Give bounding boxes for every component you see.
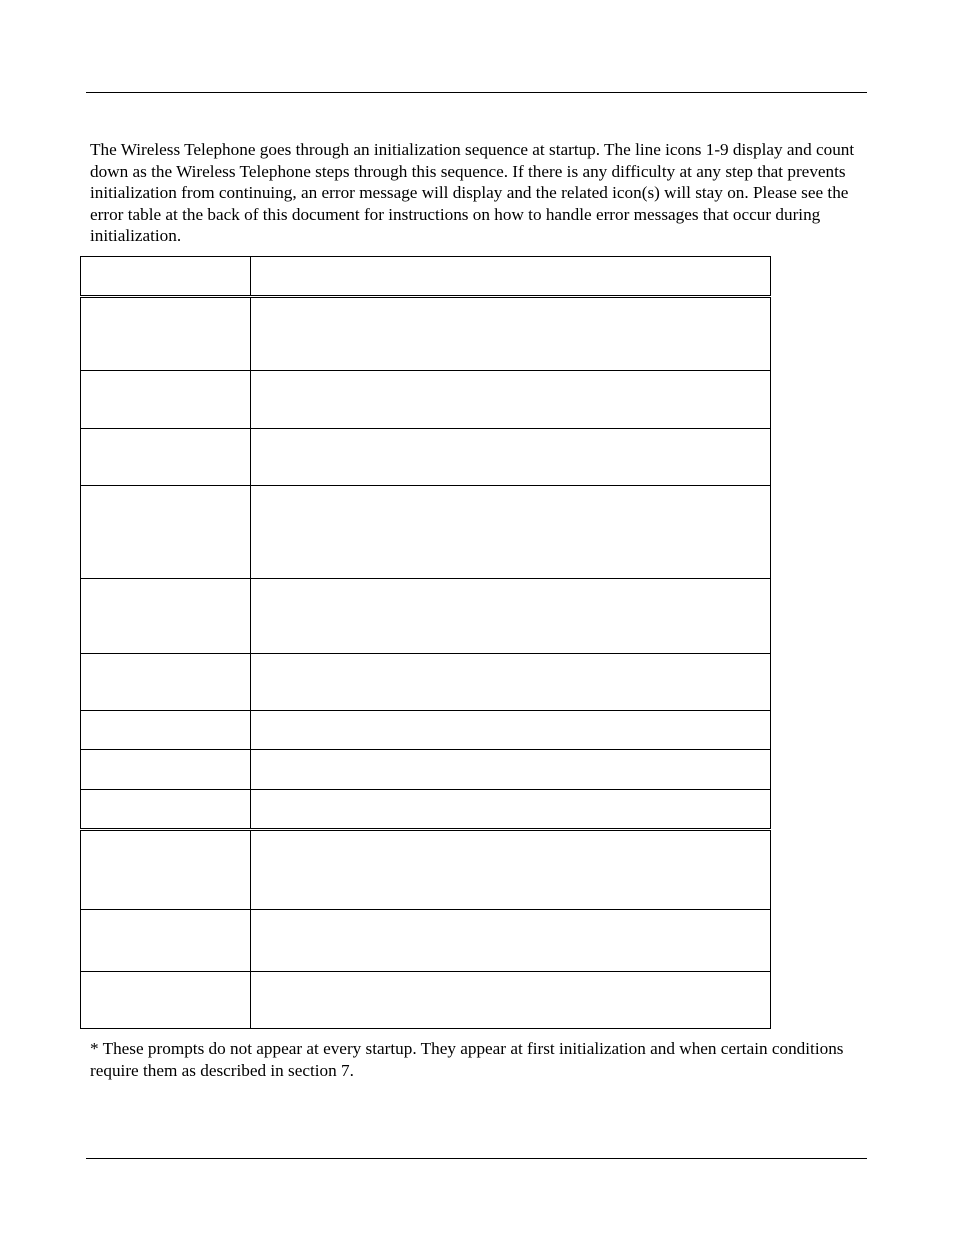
table-row [81, 910, 771, 972]
table-header-cell [81, 257, 251, 297]
table-cell [81, 371, 251, 429]
header-rule [86, 92, 867, 93]
table-cell [251, 297, 771, 371]
table-row [81, 750, 771, 790]
table-cell [251, 972, 771, 1029]
table-cell [81, 972, 251, 1029]
table-header-row [81, 257, 771, 297]
footnote: * These prompts do not appear at every startup. They appear at first initialization and when certain conditions require them as described in section 7. [90, 1039, 844, 1080]
table-row [81, 790, 771, 830]
table-cell [81, 790, 251, 830]
table-cell [81, 750, 251, 790]
table-header-cell [251, 257, 771, 297]
table-row [81, 297, 771, 371]
table-cell [251, 711, 771, 750]
table-cell [81, 711, 251, 750]
table-cell [251, 910, 771, 972]
table-cell [251, 830, 771, 910]
table-cell [81, 486, 251, 579]
intro-paragraph: The Wireless Telephone goes through an initialization sequence at startup. The line icons 1-9 display and count down as the Wireless Telephone steps through this sequence. If there is any difficulty at any step that prevents initialization from continuing, an error message will display and the related icon(s) will stay on. Please see the error table at the back of this document for instructions on how to handle error messages that occur during initialization. [90, 140, 855, 246]
initialization-table [80, 256, 771, 1029]
table-row [81, 371, 771, 429]
table-row [81, 972, 771, 1029]
table-row [81, 711, 771, 750]
table-cell [251, 790, 771, 830]
table-cell [81, 297, 251, 371]
table-cell [81, 579, 251, 654]
table-cell [251, 750, 771, 790]
table-cell [251, 371, 771, 429]
table-row [81, 654, 771, 711]
table-cell [81, 910, 251, 972]
table-row [81, 429, 771, 486]
table-cell [81, 654, 251, 711]
table-cell [251, 654, 771, 711]
table-row [81, 486, 771, 579]
table-row [81, 830, 771, 910]
table-cell [251, 429, 771, 486]
table-row [81, 579, 771, 654]
table-cell [81, 830, 251, 910]
table-cell [251, 486, 771, 579]
footer-rule [86, 1158, 867, 1159]
table-cell [251, 579, 771, 654]
table-cell [81, 429, 251, 486]
